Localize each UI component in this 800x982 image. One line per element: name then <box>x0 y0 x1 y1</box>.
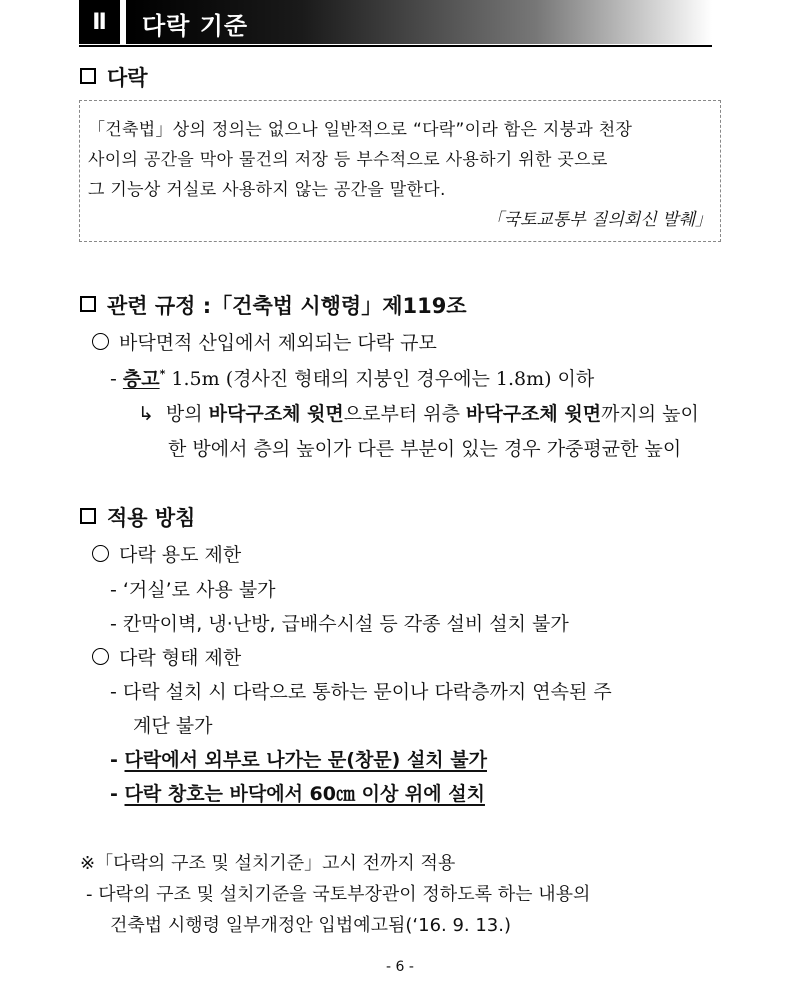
footnote-line-1: ※「다락의 구조 및 설치기준」고시 전까지 적용 <box>80 853 456 874</box>
circle-bullet-icon <box>92 333 109 350</box>
chapter-underline <box>79 45 712 47</box>
regulation-note-line-2: 한 방에서 층의 높이가 다른 부분이 있는 경우 가중평균한 높이 <box>168 438 682 460</box>
return-arrow-icon: ↳ <box>138 403 154 425</box>
policy-group-2-item-3: - 다락 창호는 바닥에서 60㎝ 이상 위에 설치 <box>110 783 485 805</box>
chapter-number: Ⅱ <box>79 0 120 44</box>
section-attic-heading: 다락 <box>80 62 148 92</box>
policy-group-2-title: 다락 형태 제한 <box>92 643 241 670</box>
term-floor-height: 층고 <box>122 368 160 390</box>
regulation-limit: - 층고* 1.5m (경사진 형태의 지붕인 경우에는 1.8m) 이하 <box>110 367 595 390</box>
policy-group-2-item-1-line-1: - 다락 설치 시 다락으로 통하는 문이나 다락층까지 연속된 주 <box>110 681 612 703</box>
footnote-line-3: 건축법 시행령 일부개정안 입법예고됨(‘16. 9. 13.) <box>110 915 512 936</box>
footnote-line-2: - 다락의 구조 및 설치기준을 국토부장관이 정하도록 하는 내용의 <box>86 884 591 905</box>
circle-bullet-icon <box>92 648 109 665</box>
regulation-note-line-1: ↳ 방의 바닥구조체 윗면으로부터 위층 바닥구조체 윗면까지의 높이 <box>138 403 699 425</box>
definition-line-3: 그 기능상 거실로 사용하지 않는 공간을 말한다. <box>88 180 446 200</box>
section-regulation-heading: 관련 규정 :「건축법 시행령」제119조 <box>80 290 467 320</box>
checkbox-square-icon <box>80 508 96 524</box>
policy-group-1-title: 다락 용도 제한 <box>92 540 241 567</box>
chapter-title: 다락 기준 <box>142 12 249 40</box>
checkbox-square-icon <box>80 296 96 312</box>
policy-group-2-item-1-line-2: 계단 불가 <box>133 715 213 737</box>
section-policy-heading: 적용 방침 <box>80 502 195 532</box>
policy-group-1-item-1: - ‘거실’로 사용 불가 <box>110 579 276 601</box>
circle-bullet-icon <box>92 545 109 562</box>
regulation-item: 바닥면적 산입에서 제외되는 다락 규모 <box>92 328 437 355</box>
definition-source: 「국토교통부 질의회신 발췌」 <box>486 210 712 230</box>
page-number: - 6 - <box>386 959 414 975</box>
definition-line-2: 사이의 공간을 막아 물건의 저장 등 부수적으로 사용하기 위한 곳으로 <box>88 150 608 170</box>
checkbox-square-icon <box>80 68 96 84</box>
policy-group-1-item-2: - 칸막이벽, 냉·난방, 급배수시설 등 각종 설비 설치 불가 <box>110 613 569 635</box>
definition-line-1: 「건축법」상의 정의는 없으나 일반적으로 “다락”이라 함은 지붕과 천장 <box>88 120 633 140</box>
policy-group-2-item-2: - 다락에서 외부로 나가는 문(창문) 설치 불가 <box>110 749 487 771</box>
